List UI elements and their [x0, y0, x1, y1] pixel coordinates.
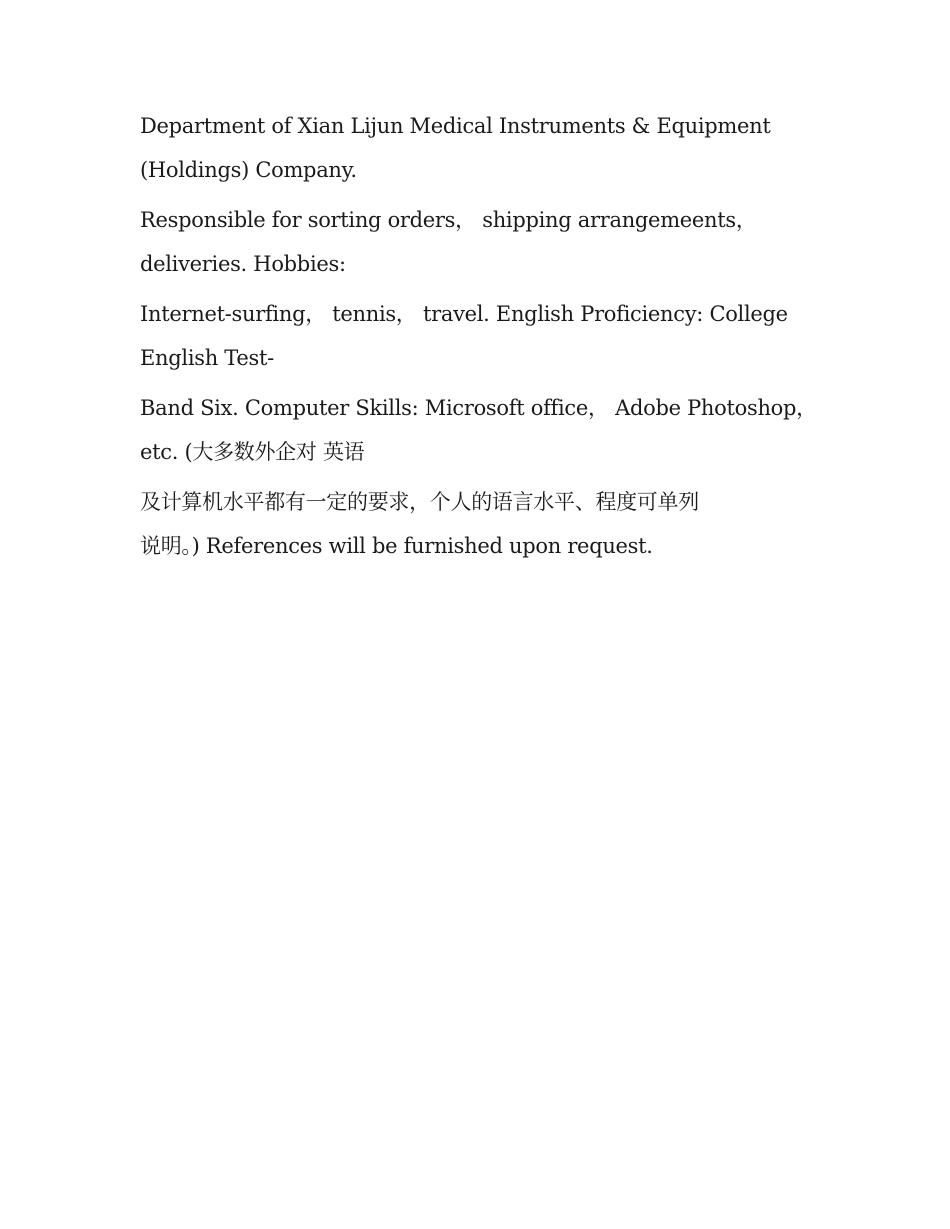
document-body	[140, 104, 820, 574]
paragraph-references	[140, 480, 820, 568]
paragraph-employer	[140, 104, 820, 192]
text-line: 说明。) References will be furnished upon request.	[140, 534, 653, 558]
text-line: Department of Xian Lijun Medical Instruments & Equipment	[140, 114, 771, 138]
text-line: etc. (大多数外企对 英语	[140, 440, 365, 464]
text-line: (Holdings) Company.	[140, 158, 357, 182]
text-line: Internet-surfing， tennis， travel. English Proficiency: College	[140, 302, 788, 326]
paragraph-computer-skills	[140, 386, 820, 474]
text-line: English Test-	[140, 346, 274, 370]
text-line: Band Six. Computer Skills: Microsoft office， Adobe Photoshop，	[140, 396, 817, 420]
text-line: deliveries. Hobbies:	[140, 252, 346, 276]
paragraph-responsibilities	[140, 198, 820, 286]
paragraph-hobbies-english	[140, 292, 820, 380]
text-line: 及计算机水平都有一定的要求，个人的语言水平、程度可单列	[140, 490, 699, 514]
text-line: Responsible for sorting orders， shipping arrangemeents，	[140, 208, 757, 232]
